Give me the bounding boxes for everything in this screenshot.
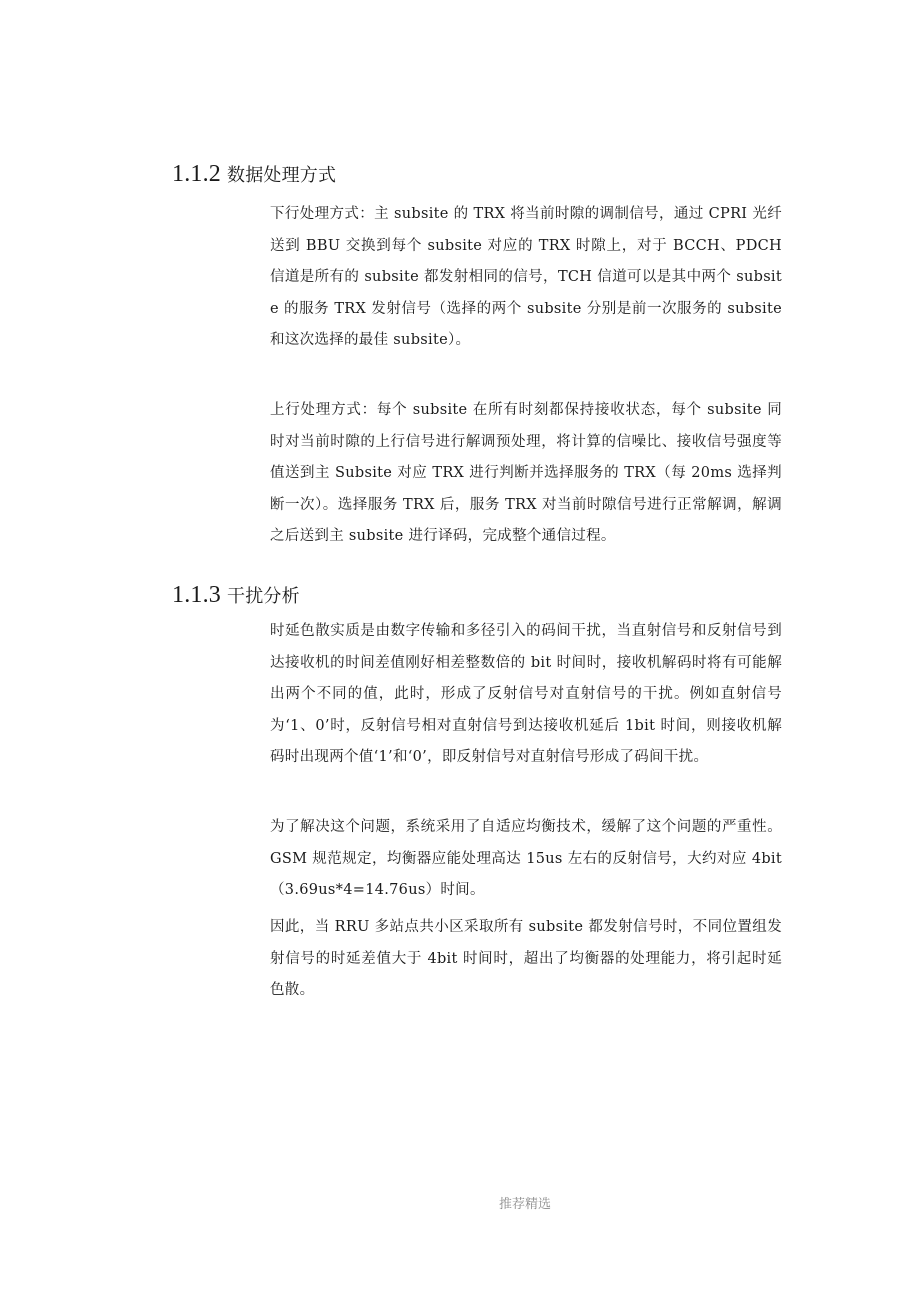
section-heading-1-1-2 — [172, 161, 336, 189]
section-title: 数据处理方式 — [227, 165, 337, 186]
section-number: 1.1.3 — [172, 582, 221, 608]
paragraph-downlink-processing: 下行处理方式：主 subsite 的 TRX 将当前时隙的调制信号，通过 CPRI 光纤送到 BBU 交换到每个 subsite 对应的 TRX 时隙上，对于 BCCH、PDCH 信道是所有的 subsite 都发射相同的信号，TCH 信道可以是其中两个 subsite 的服务 TRX 发射信号（选择的两个 subsite 分别是前一次服务的 subsite 和这次选择的最佳 subsite）。 — [270, 206, 782, 349]
section-title: 干扰分析 — [227, 586, 300, 607]
section-number: 1.1.2 — [172, 161, 221, 187]
paragraph-uplink-processing: 上行处理方式：每个 subsite 在所有时刻都保持接收状态，每个 subsite 同时对当前时隙的上行信号进行解调预处理，将计算的信噪比、接收信号强度等值送到主 Subsite 对应 TRX 进行判断并选择服务的 TRX（每 20ms 选择判断一次）。选择服务 TRX 后，服务 TRX 对当前时隙信号进行正常解调，解调之后送到主 subsite 进行译码，完成整个通信过程。 — [270, 402, 782, 545]
paragraph-equalizer: 为了解决这个问题，系统采用了自适应均衡技术，缓解了这个问题的严重性。GSM 规范规定，均衡器应能处理高达 15us 左右的反射信号，大约对应 4bit（3.69us*4=14.76us）时间。 — [270, 819, 782, 899]
paragraph-delay-dispersion: 时延色散实质是由数字传输和多径引入的码间干扰，当直射信号和反射信号到达接收机的时间差值刚好相差整数倍的 bit 时间时，接收机解码时将有可能解出两个不同的值，此时，形成了反射信号对直射信号的干扰。例如直射信号为‘1、0’时，反射信号相对直射信号到达接收机延后 1bit 时间，则接收机解码时出现两个值‘1’和‘0’，即反射信号对直射信号形成了码间干扰。 — [270, 623, 782, 766]
page-footer: 推荐精选 — [498, 1197, 551, 1212]
paragraph-conclusion: 因此，当 RRU 多站点共小区采取所有 subsite 都发射信号时，不同位置组发射信号的时延差值大于 4bit 时间时，超出了均衡器的处理能力，将引起时延色散。 — [270, 919, 782, 999]
section-heading-1-1-3 — [172, 582, 300, 610]
